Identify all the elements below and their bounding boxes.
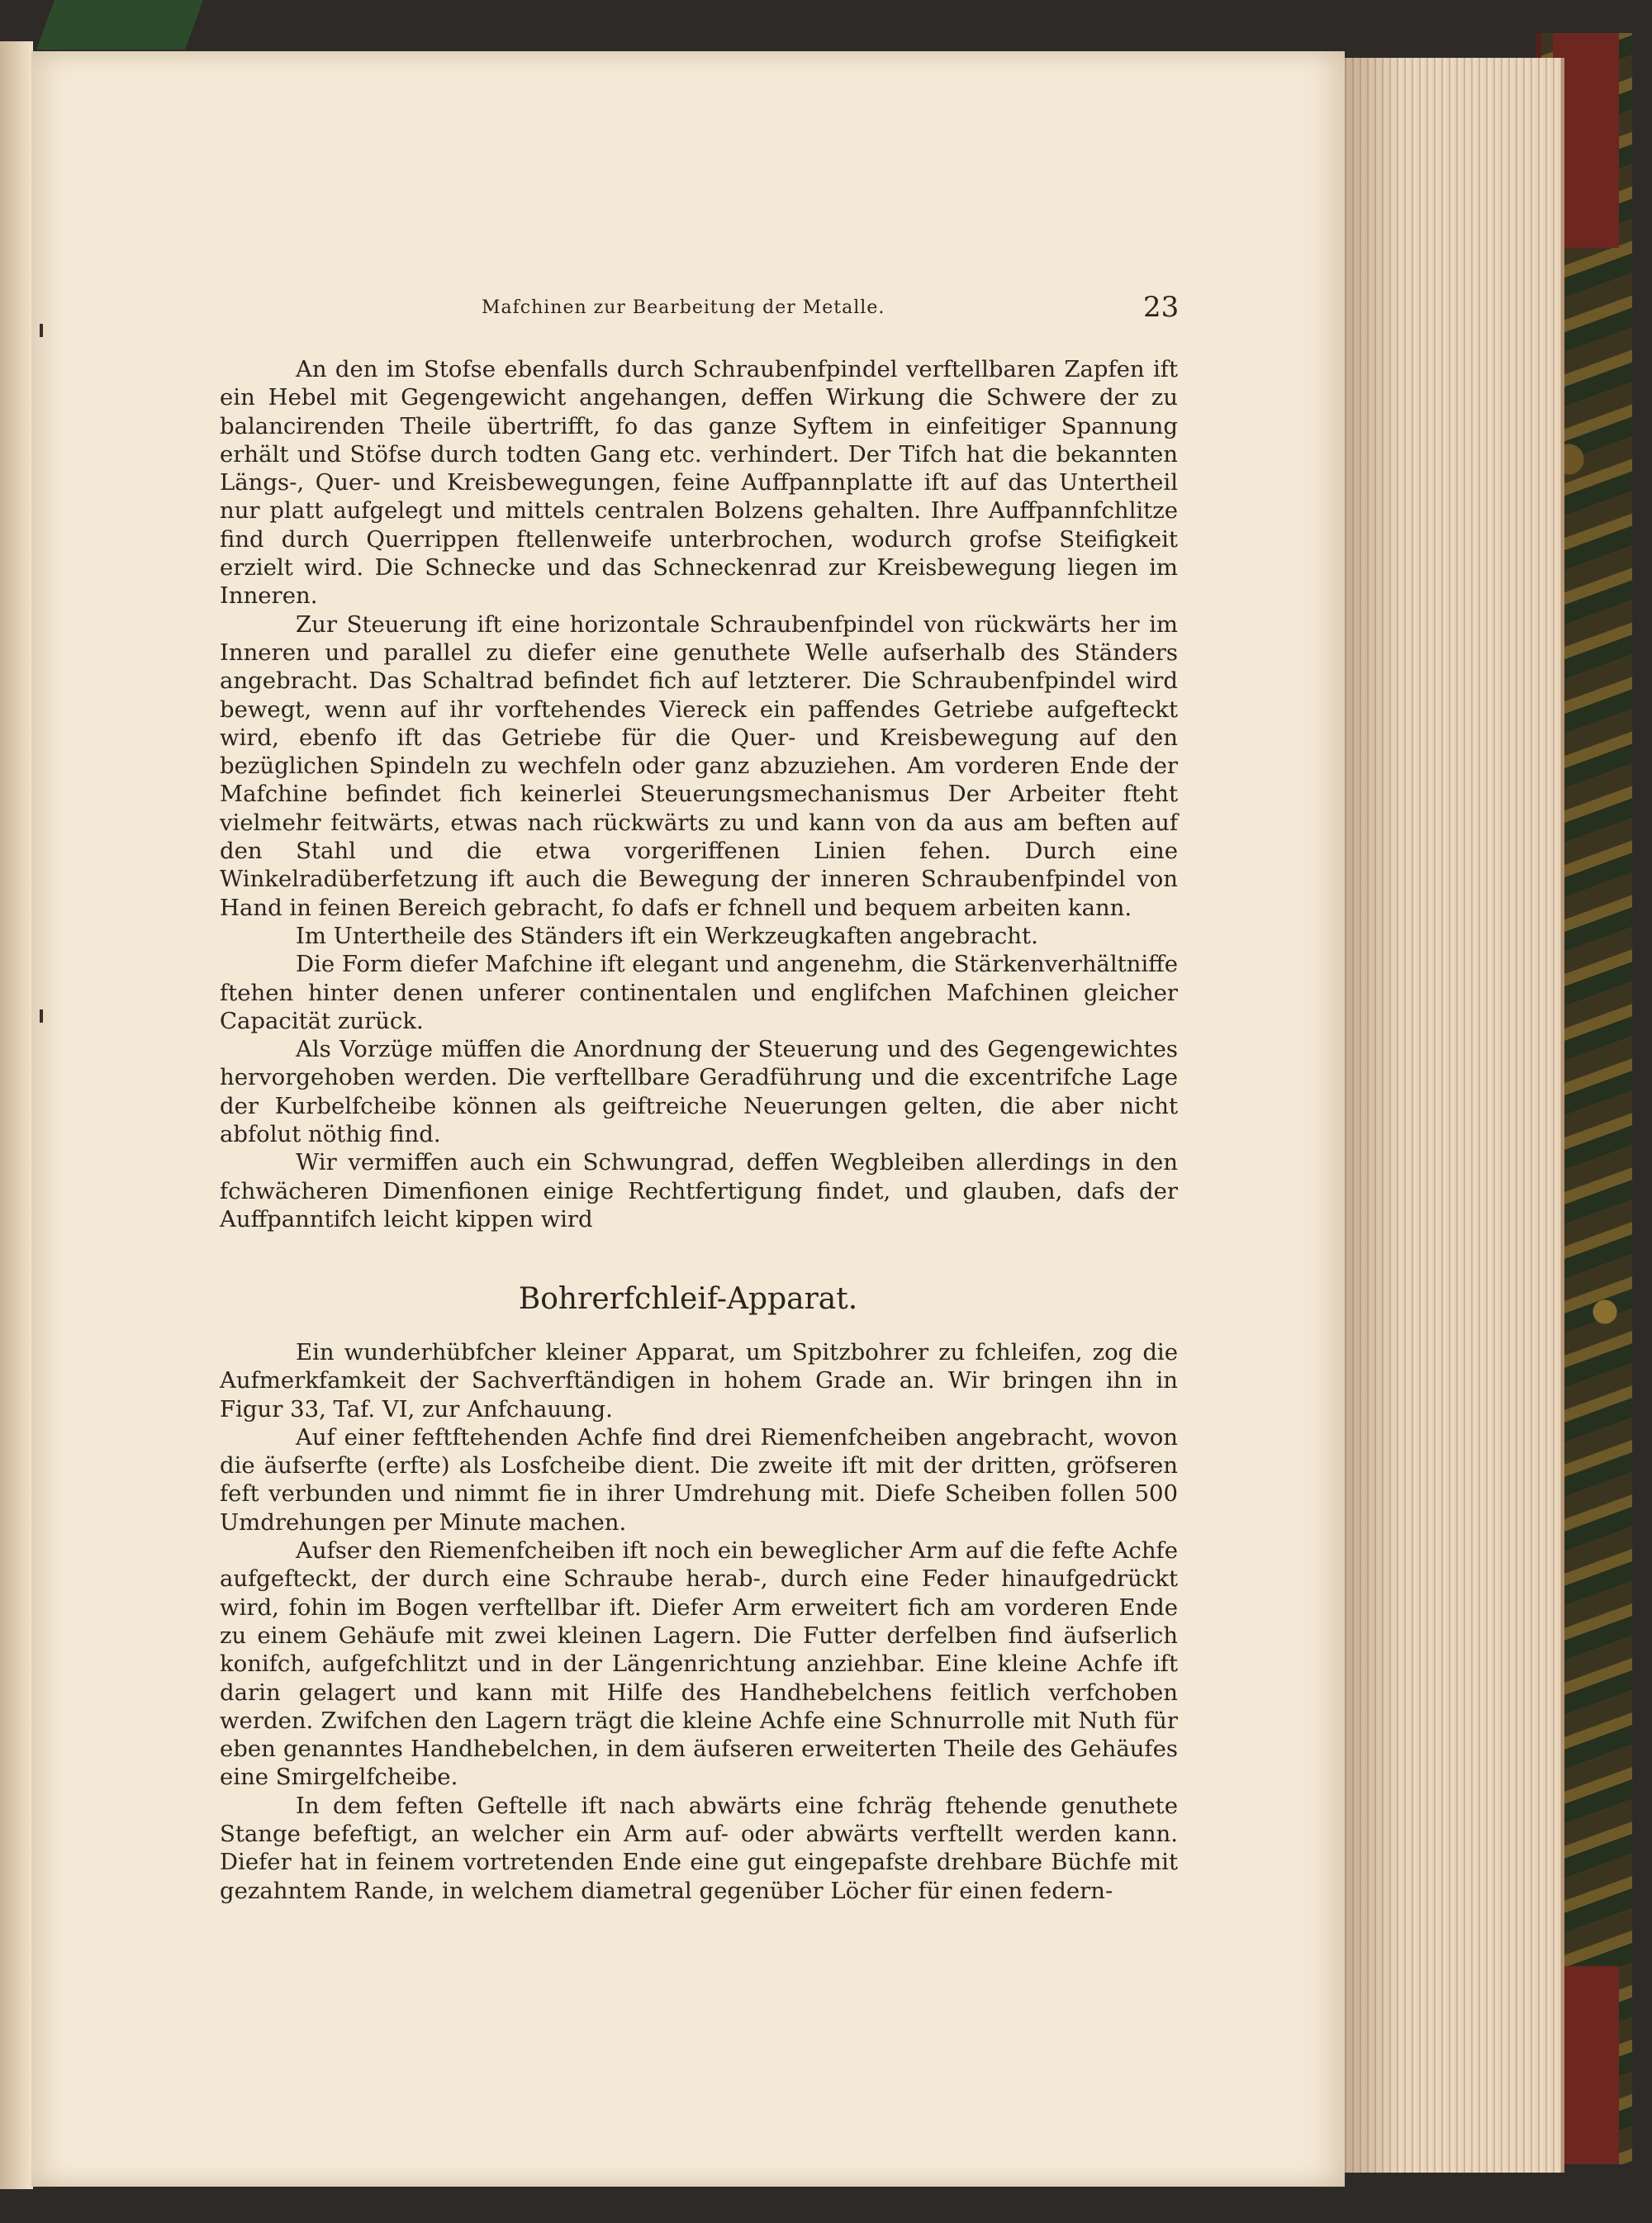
bookmark-ribbon bbox=[36, 0, 203, 50]
margin-mark bbox=[40, 1009, 43, 1023]
margin-mark bbox=[40, 324, 43, 337]
paragraph: Zur Steuerung ift eine horizontale Schraubenfpindel von rückwärts her im Inneren und parallel zu diefer eine genuthete Welle aufserhalb des Ständers angebracht. Das Schaltrad befindet fich auf letzterer. Die Schraubenfpindel wird bewegt, wenn auf ihr vorftehendes Viereck ein paffendes Getriebe aufgefteckt wird, ebenfo ift das Getriebe für die Quer- und Kreisbewegung auf den bezüglichen Spindeln zu wechfeln oder ganz abzuziehen. Am vorderen Ende der Mafchine befindet fich keinerlei Steuerungsmechanismus Der Arbeiter fteht vielmehr feitwärts, etwas nach rückwärts zu und kann von da aus am beften auf den Stahl und die etwa vorgeriffenen Linien fehen. Durch eine Winkelradüberfetzung ift auch die Bewegung der inneren Schraubenfpindel von Hand in feinen Bereich gebracht, fo dafs er fchnell und bequem arbeiten kann. bbox=[220, 610, 1178, 921]
paragraph: Ein wunderhübfcher kleiner Apparat, um Spitzbohrer zu fchleifen, zog die Aufmerkfamkeit der Sachverftändigen in hohem Grade an. Wir bringen ihn in Figur 33, Taf. VI, zur Anfchauung. bbox=[220, 1339, 1178, 1423]
running-title: Mafchinen zur Bearbeitung der Metalle. bbox=[482, 297, 885, 318]
paragraph: Wir vermiffen auch ein Schwungrad, deffen Wegbleiben allerdings in den fchwächeren Dimenfionen einige Rechtfertigung findet, und glauben, dafs der Auffpanntifch leicht kippen wird bbox=[220, 1149, 1178, 1233]
paragraph: Die Form diefer Mafchine ift elegant und angenehm, die Stärkenverhältniffe ftehen hinter denen unferer continentalen und englifchen Mafchinen gleicher Capacität zurück. bbox=[220, 951, 1178, 1034]
section-heading: Bohrerfchleif-Apparat. bbox=[518, 1282, 858, 1316]
paragraph: Im Untertheile des Ständers ift ein Werkzeugkaften angebracht. bbox=[296, 922, 1038, 949]
book-page bbox=[31, 51, 1345, 2187]
paragraph: Aufser den Riemenfcheiben ift noch ein beweglicher Arm auf die fefte Achfe aufgefteckt, der durch eine Schraube herab-, durch eine Feder hinaufgedrückt wird, fohin im Bogen verftellbar ift. Diefer Arm erweitert fich am vorderen Ende zu einem Gehäufe mit zwei kleinen Lagern. Die Futter derfelben find äufserlich konifch, aufgefchlitzt und in der Längenrichtung anziehbar. Eine kleine Achfe ift darin gelagert und kann mit Hilfe des Handhebelchens feitlich verfchoben werden. Zwifchen den Lagern trägt die kleine Achfe eine Schnurrolle mit Nuth für eben genanntes Handhebelchen, in dem äufseren erweiterten Theile des Gehäufes eine Smirgelfcheibe. bbox=[220, 1537, 1178, 1791]
page-number: 23 bbox=[1143, 291, 1180, 324]
section-1-text bbox=[220, 355, 1178, 1233]
facing-page-edge bbox=[0, 41, 33, 2189]
paragraph: Auf einer feftftehenden Achfe find drei Riemenfcheiben angebracht, wovon die äufserfte (erfte) als Losfcheibe dient. Die zweite ift mit der dritten, gröfseren feft verbunden und nimmt fie in ihrer Umdrehung mit. Diefe Scheiben follen 500 Umdrehungen per Minute machen. bbox=[220, 1423, 1178, 1536]
section-2-text bbox=[220, 1338, 1178, 1905]
paragraph: An den im Stofse ebenfalls durch Schraubenfpindel verftellbaren Zapfen ift ein Hebel mit Gegengewicht angehangen, deffen Wirkung die Schwere der zu balancirenden Theile übertrifft, fo das ganze Syftem in einfeitiger Spannung erhält und Stöfse durch todten Gang etc. verhindert. Der Tifch hat die bekannten Längs-, Quer- und Kreisbewegungen, feine Auffpannplatte ift auf das Untertheil nur platt aufgelegt und mittels centralen Bolzens gehalten. Ihre Auffpannfchlitze find durch Querrippen ftellenweife unterbrochen, wodurch grofse Steifigkeit erzielt wird. Die Schnecke und das Schneckenrad zur Kreisbewegung liegen im Inneren. bbox=[220, 356, 1178, 610]
paragraph: In dem feften Geftelle ift nach abwärts eine fchräg ftehende genuthete Stange befeftigt, an welcher ein Arm auf- oder abwärts verftellt werden kann. Diefer hat in feinem vortretenden Ende eine gut eingepafste drehbare Büchfe mit gezahntem Rande, in welchem diametral gegenüber Löcher für einen federn- bbox=[220, 1792, 1178, 1904]
page-fold-shadow bbox=[1342, 58, 1400, 2173]
paragraph: Als Vorzüge müffen die Anordnung der Steuerung und des Gegengewichtes hervorgehoben werden. Die verftellbare Geradführung und die excentrifche Lage der Kurbelfcheibe können als geiftreiche Neuerungen gelten, die aber nicht abfolut nöthig find. bbox=[220, 1036, 1178, 1148]
